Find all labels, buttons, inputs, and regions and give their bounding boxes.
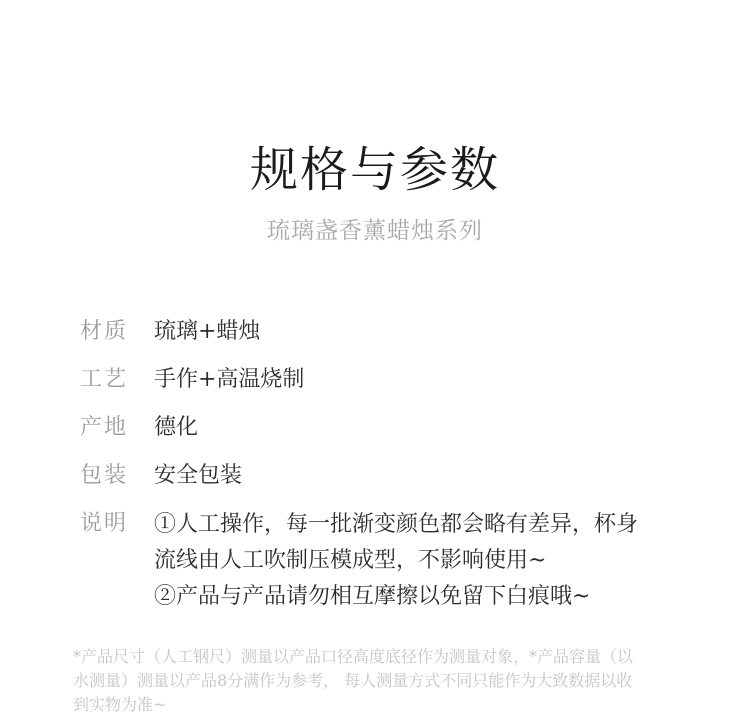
spec-label: 说明 — [80, 511, 129, 536]
page-title: 规格与参数 — [249, 142, 500, 198]
measurement-footnote — [73, 645, 713, 717]
spec-label: 工艺 — [80, 367, 129, 392]
spec-value: 德化 — [154, 415, 199, 440]
spec-value: 琉璃+蜡烛 — [154, 319, 261, 344]
spec-value: 安全包装 — [154, 463, 243, 488]
footnote-line: 到实物为准~ — [73, 695, 167, 714]
note-line: ①人工操作，每一批渐变颜色都会略有差异，杯身 — [154, 512, 639, 537]
spec-label: 产地 — [80, 415, 129, 440]
spec-label: 材质 — [80, 319, 129, 344]
footnote-line: 水测量）测量以产品8分满作为参考， 每人测量方式不同只能作为大致数据以收 — [73, 671, 633, 690]
spec-value: 手作+高温烧制 — [154, 367, 305, 392]
page-subtitle: 琉璃盏香薰蜡烛系列 — [267, 218, 483, 244]
note-line: 流线由人工吹制压模成型，不影响使用~ — [154, 548, 547, 573]
note-line: ②产品与产品请勿相互摩擦以免留下白痕哦~ — [154, 584, 591, 609]
notes-text — [154, 507, 638, 615]
spec-label: 包装 — [80, 463, 129, 488]
footnote-line: *产品尺寸（人工钢尺）测量以产品口径高度底径作为测量对象，*产品容量（以 — [73, 647, 634, 666]
